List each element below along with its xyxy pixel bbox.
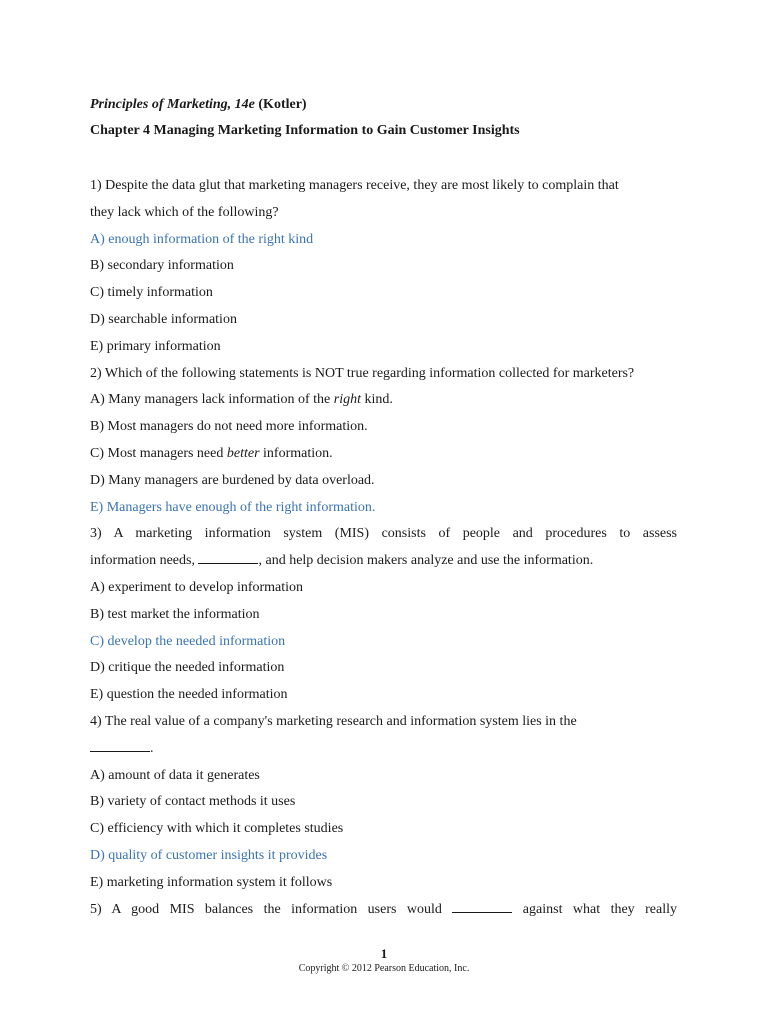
q2-a-emphasis: right xyxy=(333,392,361,408)
q5-fill-blank xyxy=(452,899,512,913)
q2-a-post: kind. xyxy=(361,392,393,408)
copyright-notice: Copyright © 2012 Pearson Education, Inc. xyxy=(298,963,470,974)
q2-c-emphasis: better xyxy=(226,445,260,461)
q5-stem-line1 xyxy=(90,897,677,924)
q3-fill-blank xyxy=(198,550,258,564)
q5-stem-post: against what they really xyxy=(512,901,677,917)
q2-option-d: D) Many managers are burdened by data overload. xyxy=(90,472,375,488)
q3-stem-pre: information needs, xyxy=(90,553,199,569)
q2-stem: 2) Which of the following statements is NOT true regarding information collected for marketers? xyxy=(90,365,635,381)
q1-option-d: D) searchable information xyxy=(90,311,237,327)
q4-option-a: A) amount of data it generates xyxy=(90,767,260,783)
q3-option-a: A) experiment to develop information xyxy=(90,579,304,595)
chapter-heading: Chapter 4 Managing Marketing Information to Gain Customer Insights xyxy=(90,123,520,138)
q3-stem-post: , and help decision makers analyze and use the information. xyxy=(258,553,594,569)
q4-stem-line2 xyxy=(90,736,677,763)
q5-stem-pre: 5) A good MIS balances the information users would xyxy=(90,901,453,917)
q3-stem-line2 xyxy=(90,548,677,575)
q3-option-e: E) question the needed information xyxy=(90,687,288,703)
book-title-line xyxy=(90,92,677,118)
q2-c-pre: C) Most managers need xyxy=(90,445,227,461)
q3-stem-line1: 3) A marketing information system (MIS) consists of people and procedures to assess xyxy=(90,526,677,542)
q1-option-e: E) primary information xyxy=(90,338,221,354)
q1-stem-line2: they lack which of the following? xyxy=(90,204,279,220)
q2-option-b: B) Most managers do not need more information. xyxy=(90,419,368,435)
q4-option-b: B) variety of contact methods it uses xyxy=(90,794,296,810)
book-title: Principles of Marketing, 14e xyxy=(90,97,255,112)
spacer xyxy=(90,146,677,173)
q3-option-c-correct: C) develop the needed information xyxy=(90,633,286,649)
q2-a-pre: A) Many managers lack information of the xyxy=(90,392,334,408)
q4-option-e: E) marketing information system it follows xyxy=(90,874,333,890)
q4-stem-line1: 4) The real value of a company's marketing research and information system lies in the xyxy=(90,713,577,729)
page-number: 1 xyxy=(380,946,388,961)
q1-stem-line1: 1) Despite the data glut that marketing managers receive, they are most likely to complain that xyxy=(90,178,619,193)
q4-stem-post: . xyxy=(150,740,154,756)
q2-option-a xyxy=(90,387,677,414)
q2-option-c xyxy=(90,441,677,468)
q3-option-d: D) critique the needed information xyxy=(90,660,285,676)
q2-option-e-correct: E) Managers have enough of the right information. xyxy=(90,499,376,515)
q1-option-b: B) secondary information xyxy=(90,258,234,274)
q1-option-a-correct: A) enough information of the right kind xyxy=(90,231,314,247)
q4-option-d-correct: D) quality of customer insights it provides xyxy=(90,847,328,863)
q1-option-c: C) timely information xyxy=(90,285,213,301)
q4-option-c: C) efficiency with which it completes studies xyxy=(90,821,344,837)
book-author: (Kotler) xyxy=(254,97,307,112)
page-content xyxy=(90,92,677,923)
q4-fill-blank xyxy=(90,738,150,752)
q2-c-post: information. xyxy=(259,445,333,461)
q3-option-b: B) test market the information xyxy=(90,606,260,622)
